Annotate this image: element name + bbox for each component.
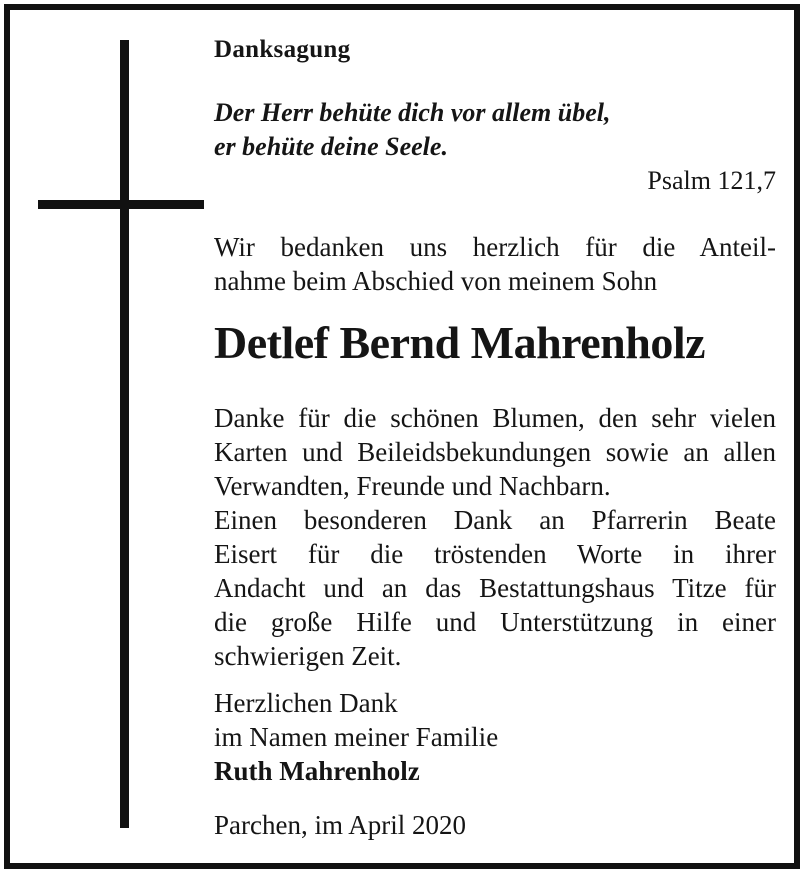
verse-line: Der Herr behüte dich vor allem übel, (214, 98, 611, 127)
intro-line: Wir bedanken uns herzlich für die Anteil- (214, 232, 776, 262)
cross-icon-vertical-beam (120, 40, 129, 828)
body-line: Danke für die schönen Blumen, den sehr vielen (214, 403, 776, 433)
body-line: schwierigen Zeit. (214, 641, 402, 671)
place-date: Parchen, im April 2020 (214, 810, 466, 840)
body-line: Karten und Beileidsbekundungen sowie an allen (214, 437, 776, 467)
thanks-paragraph (214, 401, 776, 673)
intro-paragraph (214, 230, 776, 298)
verse-reference: Psalm 121,7 (647, 166, 776, 195)
body-line: Andacht und an das Bestattungshaus Titze für (214, 573, 776, 603)
deceased-name: Detlef Bernd Mahrenholz (214, 317, 706, 368)
bible-verse (214, 96, 610, 164)
closing-block (214, 686, 498, 788)
cross-icon-horizontal-beam (38, 200, 204, 209)
body-line: Einen besonderen Dank an Pfarrerin Beate (214, 505, 776, 535)
signer-name: Ruth Mahrenholz (214, 756, 420, 786)
body-line: Verwandten, Freunde und Nachbarn. (214, 471, 611, 501)
notice-heading: Danksagung (214, 36, 351, 63)
intro-line: nahme beim Abschied von meinem Sohn (214, 266, 658, 296)
closing-line: im Namen meiner Familie (214, 722, 499, 752)
notice-border (4, 4, 800, 869)
body-line: Eisert für die tröstenden Worte in ihrer (214, 539, 776, 569)
body-line: die große Hilfe und Unterstützung in einer (214, 607, 776, 637)
closing-line: Herzlichen Dank (214, 688, 398, 718)
verse-line: er behüte deine Seele. (214, 132, 448, 161)
